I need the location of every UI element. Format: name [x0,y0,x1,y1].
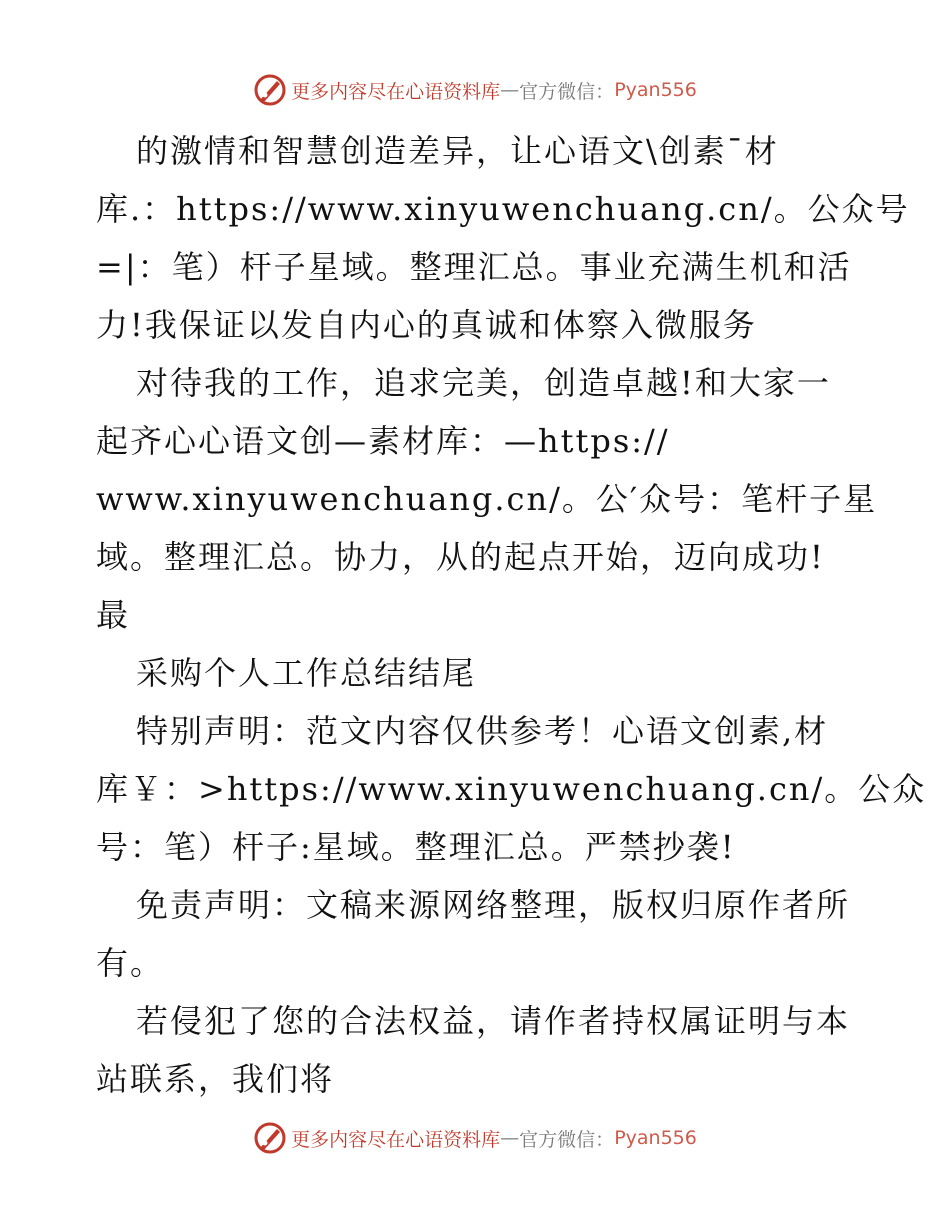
pen-logo-icon [253,73,287,107]
text-line-title: 采购个人工作总结结尾 [136,654,477,692]
text-line: 库￥：>https://www.xinyuwenchuang.cn/。公众 [96,770,927,808]
text-line: 力!我保证以发自内心的真诚和体察入微服务 [96,306,757,344]
watermark-handle: Pyan556 [614,79,697,101]
text-line: 若侵犯了您的合法权益，请作者持权属证明与本 [136,1002,851,1040]
watermark-label: 官方微信： [519,1128,615,1151]
text-line: 免责声明：文稿来源网络整理，版权归原作者所 [136,886,851,924]
watermark-handle: Pyan556 [614,1127,697,1149]
text-line: 最 [96,596,131,634]
text-line: =|：笔）杆子星域。整理汇总。事业充满生机和活 [96,248,852,286]
text-line: 对待我的工作，追求完美，创造卓越!和大家一 [136,364,831,402]
text-line: 号：笔）杆子:星域。整理汇总。严禁抄袭! [96,828,736,866]
text-line: 有。 [96,944,165,982]
text-line: 的激情和智慧创造差异，让心语文\创素¯材 [136,132,779,170]
watermark-main-text: 更多内容尽在心语资料库 [291,1128,501,1151]
pen-logo-icon [253,1121,287,1155]
watermark-label: 官方微信： [519,80,615,103]
watermark-footer [0,1118,950,1158]
text-line: 起齐心心语文创—素材库：—https:// [96,422,670,460]
watermark-main-text: 更多内容尽在心语资料库 [291,80,501,103]
text-line: www.xinyuwenchuang.cn/。公′众号：笔杆子星 [96,480,878,518]
text-line: 站联系，我们将 [96,1060,335,1098]
watermark-header [0,70,950,110]
watermark-dash: — [500,1127,520,1149]
text-line: 域。整理汇总。协力，从的起点开始，迈向成功! [96,538,825,576]
text-line: 库.：https://www.xinyuwenchuang.cn/。公众号 [96,190,910,228]
text-line: 特别声明：范文内容仅供参考！心语文创素,材 [136,712,829,750]
watermark-dash: — [500,79,520,101]
